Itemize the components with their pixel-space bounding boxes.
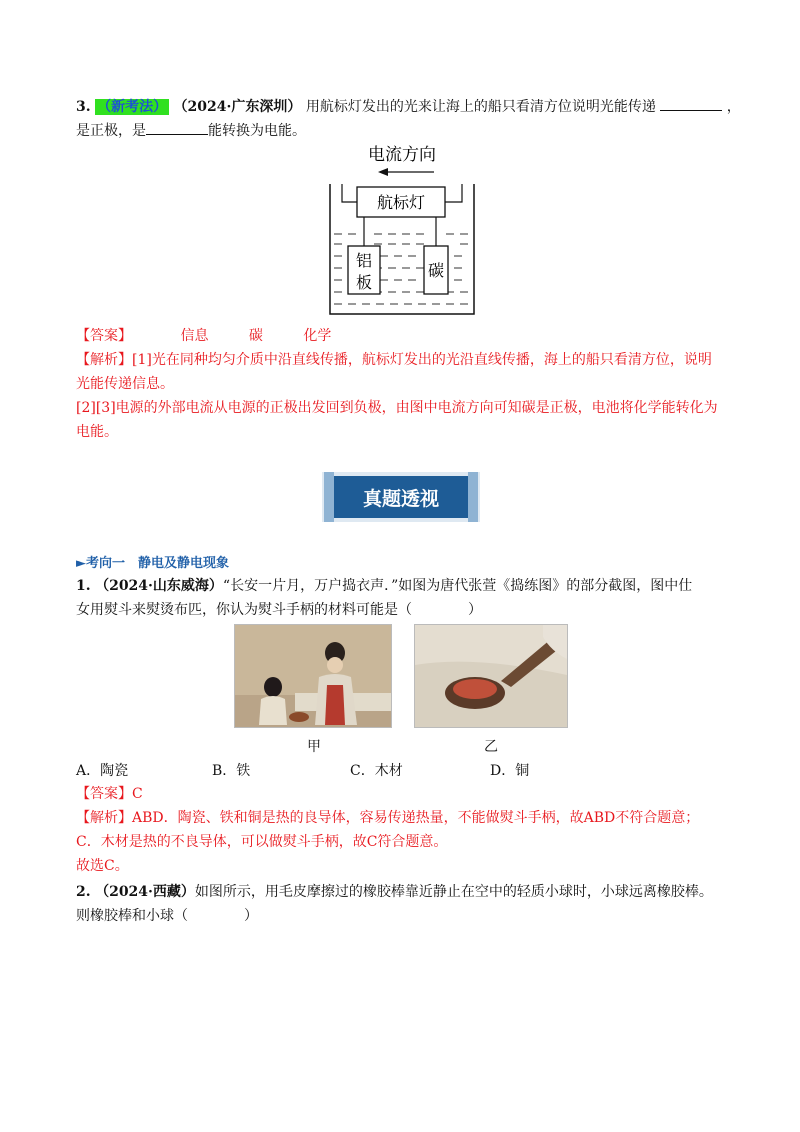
q3-blank-3[interactable] [146,120,208,135]
q3-answer-label: 【答案】 [76,328,132,344]
aluminum-plate-label-2: 板 [355,273,373,292]
q1-option-c[interactable]: C．木材 [350,763,403,779]
section-heading: ►考向一 静电及静电现象 [76,556,229,571]
q3-answer-line [76,326,331,346]
q1-option-a[interactable]: A．陶瓷 [76,763,129,779]
q1-conclusion: 故选C。 [76,858,129,874]
beacon-lamp-label: 航标灯 [376,193,426,212]
q1-number: 1. [76,578,91,594]
q1-analysis-text-1: ABD．陶瓷、铁和铜是热的良导体，容易传递热量，不能做熨斗手柄，故ABD不符合题意； [132,810,700,826]
q3-blank-1[interactable] [660,96,722,111]
q3-analysis-line-3: [2][3]电源的外部电流从电源的正极出发回到负极，由图中电流方向可知碳是正极，电池将化学能转化为 [76,400,718,416]
q3-number: 3. [76,99,91,115]
q3-answer-1: 信息 [180,328,209,344]
q1-option-b[interactable]: B．铁 [212,763,251,779]
q1-source: （2024·山东威海） [95,578,223,594]
painting-photo-yi [414,624,568,728]
q2-line-2: 则橡胶棒和小球（ ） [76,908,258,924]
q3-answer-3: 化学 [303,328,332,344]
q3-comma: ， [726,99,741,115]
q1-analysis-line-1 [76,808,699,828]
q1-option-d[interactable]: D．铜 [490,763,530,779]
q3-analysis-line-4: 电能。 [76,424,118,440]
q3-answer-2: 碳 [248,328,263,344]
photo-caption-jia: 甲 [307,739,321,755]
q2-text-1: 如图所示，用毛皮摩擦过的橡胶棒靠近静止在空中的轻质小球时，小球远离橡胶棒。 [194,884,713,900]
painting-photo-jia [234,624,392,728]
q3-analysis-label: 【解析】 [76,352,132,368]
q1-answer-label: 【答案】 [76,786,132,802]
left-arrow-icon [378,168,388,176]
q1-line-2: 女用熨斗来熨烫布匹，你认为熨斗手柄的材料可能是（ ） [76,602,482,618]
q1-line-1 [76,576,692,596]
aluminum-plate-label-1: 铝 [355,251,373,270]
q3-new-method-tag: （新考法） [97,99,168,115]
current-direction-label: 电流方向 [368,145,436,165]
carbon-rod-label: 碳 [427,261,445,280]
wire-right-top [445,184,462,202]
battery-circuit-diagram [322,142,482,317]
q1-analysis-label: 【解析】 [76,810,132,826]
banner-title: 真题透视 [362,488,440,510]
q3-source: （2024·广东深圳） [173,99,302,115]
q3-line-1 [76,96,741,117]
q3-analysis-line-2: 光能传递信息。 [76,376,174,392]
q3-line-2-text [76,120,306,141]
section-banner [322,472,480,522]
q1-answer-line [76,784,143,804]
q3-analysis-text-1: [1]光在同种均匀介质中沿直线传播，航标灯发出的光沿直线传播，海上的船只看清方位，说明 [132,352,712,368]
wire-left-top [342,184,357,202]
q2-number: 2. [76,884,91,900]
q3-line2a: 是正极，是 [76,123,146,139]
q2-line-1 [76,882,713,902]
q2-source: （2024·西藏） [95,884,195,900]
q3-text: 用航标灯发出的光来让海上的船只看清方位说明光能传递 [305,99,656,115]
q1-text-1: “长安一片月，万户捣衣声．”如图为唐代张萱《捣练图》的部分截图，图中仕 [222,578,693,594]
q1-analysis-line-2: C．木材是热的不良导体，可以做熨斗手柄，故C符合题意。 [76,834,448,850]
q1-answer: C [132,786,143,802]
photo-caption-yi: 乙 [484,739,498,755]
q3-analysis-line-1 [76,350,712,370]
q3-line2b: 能转换为电能。 [208,123,306,139]
